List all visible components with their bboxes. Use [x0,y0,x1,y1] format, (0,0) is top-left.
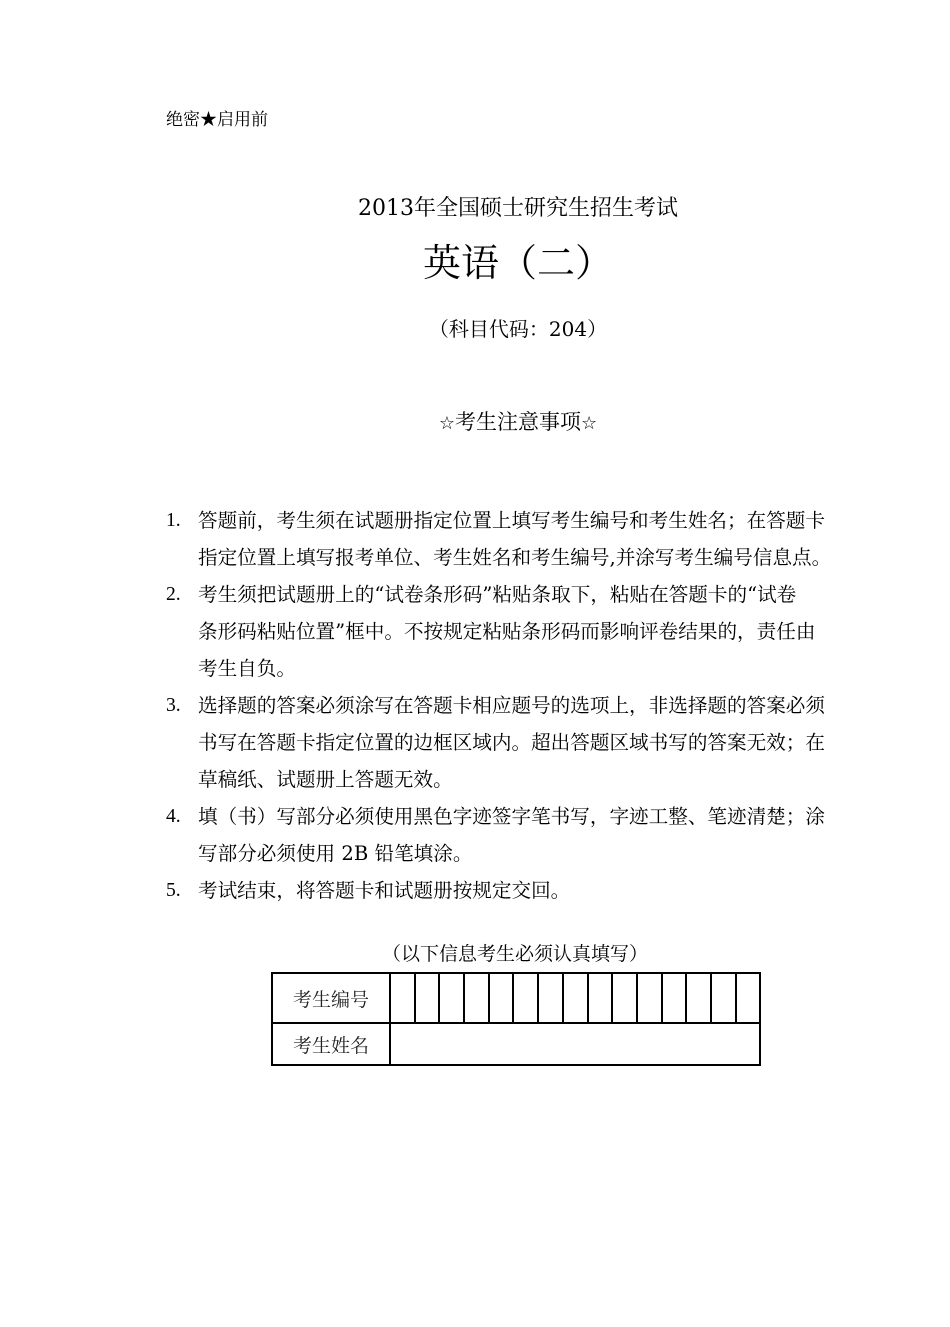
candidate-number-digit-cell[interactable] [538,973,563,1023]
subject-title: 英语（二） [422,241,613,285]
candidate-number-digit-cell[interactable] [563,973,588,1023]
candidate-number-digit-cell[interactable] [439,973,464,1023]
notice-line: 条形码粘贴位置”框中。不按规定粘贴条形码而影响评卷结果的，责任由 [198,620,816,643]
candidate-number-digit-cell[interactable] [390,973,415,1023]
notice-number: 3. [166,695,181,716]
notice-heading [0,407,950,439]
star-outline-icon: ☆ [438,413,455,434]
notice-line: 书写在答题卡指定位置的边框区域内。超出答题区域书写的答案无效；在 [198,731,825,754]
notice-line: 答题前，考生须在试题册指定位置上填写考生编号和考生姓名；在答题卡 [198,509,825,532]
candidate-number-digit-cell[interactable] [637,973,662,1023]
notice-list [166,502,866,909]
notice-line: 选择题的答案必须涂写在答题卡相应题号的选项上，非选择题的答案必须 [198,694,825,717]
candidate-info-table [271,972,761,1066]
exam-title: 2013年全国硕士研究生招生考试 [358,196,678,221]
candidate-name-field[interactable] [390,1023,760,1065]
subject-code: （科目代码：204） [428,317,608,341]
candidate-name-label: 考生姓名 [272,1023,390,1065]
notice-line: 指定位置上填写报考单位、考生姓名和考生编号,并涂写考生编号信息点。 [198,546,832,569]
notice-line: 写部分必须使用 2B 铅笔填涂。 [198,842,473,865]
notice-item [166,502,866,576]
candidate-number-digit-cell[interactable] [489,973,514,1023]
notice-line: 考试结束，将答题卡和试题册按规定交回。 [198,879,571,902]
candidate-number-digit-cell[interactable] [415,973,440,1023]
candidate-number-digit-cell[interactable] [736,973,761,1023]
notice-item [166,576,866,687]
candidate-name-row [272,1023,760,1065]
notice-line: 填（书）写部分必须使用黑色字迹签字笔书写，字迹工整、笔迹清楚；涂 [198,805,825,828]
notice-number: 1. [166,510,181,531]
candidate-number-digit-cell[interactable] [612,973,637,1023]
candidate-number-digit-cell[interactable] [513,973,538,1023]
candidate-number-digit-cell[interactable] [662,973,687,1023]
notice-item [166,872,866,909]
notice-heading-text: 考生注意事项 [455,410,581,434]
candidate-number-digit-cell[interactable] [686,973,711,1023]
candidate-number-label: 考生编号 [272,973,390,1023]
notice-line: 考生须把试题册上的“试卷条形码”粘贴条取下，粘贴在答题卡的“试卷 [198,583,797,606]
notice-number: 2. [166,584,181,605]
notice-number: 4. [166,806,181,827]
notice-line: 考生自负。 [198,657,296,680]
notice-line: 草稿纸、试题册上答题无效。 [198,768,453,791]
confidential-mark: 绝密★启用前 [166,110,268,130]
notice-number: 5. [166,880,181,901]
candidate-number-digit-cell[interactable] [464,973,489,1023]
notice-item [166,687,866,798]
candidate-number-digit-cell[interactable] [588,973,613,1023]
candidate-number-row [272,973,760,1023]
star-outline-icon: ☆ [581,413,598,434]
notice-item [166,798,866,872]
candidate-number-digit-cell[interactable] [711,973,736,1023]
fill-instruction: （以下信息考生必须认真填写） [381,943,648,965]
